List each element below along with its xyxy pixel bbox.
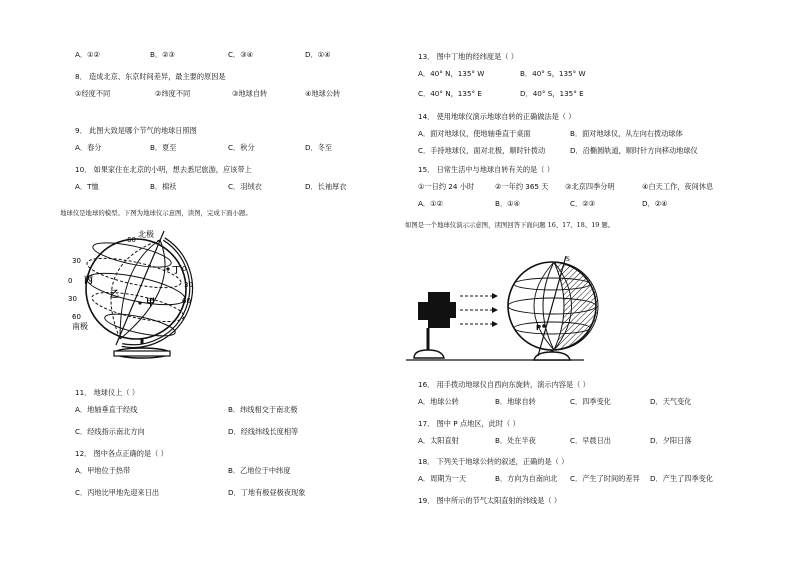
q15-item-3: ③北京四季分明 [565, 182, 615, 191]
q15-item-1: ①一日约 24 小时 [418, 182, 475, 191]
q18-option-c[interactable]: C．产生了时间的差异 [570, 474, 640, 483]
q7-option-d[interactable]: D．①④ [305, 50, 331, 59]
q11-option-d[interactable]: D．经线纬线长度相等 [228, 427, 299, 436]
lamp-globe-figure [404, 256, 619, 370]
point-yi: 乙 [110, 290, 120, 300]
lat-label: 0 [68, 277, 73, 285]
q15-option-d[interactable]: D．②④ [642, 199, 668, 208]
q12-option-d[interactable]: D．丁地有极昼极夜现象 [228, 488, 306, 497]
lamp-label: S [566, 256, 570, 263]
point-bing: 丙 [84, 276, 94, 286]
q17-option-b[interactable]: B．处在半夜 [495, 436, 536, 445]
q12-option-a[interactable]: A．甲地位于热带 [75, 466, 131, 475]
q7-option-a[interactable]: A．①② [75, 50, 100, 59]
lat-label: 30 [184, 281, 193, 289]
q16-stem: 16． 用手拨动地球仪自西向东旋转，演示内容是（ ） [418, 380, 590, 389]
q18-option-a[interactable]: A．周期为一天 [418, 474, 467, 483]
q13-option-a[interactable]: A．40° N，135° W [418, 69, 485, 78]
q7-option-b[interactable]: B．②③ [150, 50, 176, 59]
q13-stem: 13． 图中丁地的经纬度是（ ） [418, 52, 518, 61]
q15-option-b[interactable]: B．①④ [495, 199, 521, 208]
q9-option-c[interactable]: C．秋分 [228, 143, 255, 152]
q18-option-b[interactable]: B．方向为自南向北 [495, 474, 558, 483]
q12-stem: 12． 图中各点正确的是（ ） [75, 449, 168, 458]
lat-label: 60 [182, 297, 191, 305]
q10-option-c[interactable]: C．羽绒衣 [228, 182, 262, 191]
q15-option-a[interactable]: A．①② [418, 199, 443, 208]
q15-stem: 15． 日常生活中与地球自转有关的是（ ） [418, 165, 554, 174]
q11-option-b[interactable]: B．纬线相交于南北极 [228, 405, 298, 414]
q13-option-b[interactable]: B．40° S，135° W [520, 69, 586, 78]
q13-option-c[interactable]: C．40° N，135° E [418, 89, 482, 98]
q15-item-4: ④白天工作，夜间休息 [642, 182, 714, 191]
q17-option-d[interactable]: D．夕阳日落 [650, 436, 692, 445]
q9-option-a[interactable]: A．春分 [75, 143, 102, 152]
q10-option-a[interactable]: A．T恤 [75, 182, 99, 191]
lat-label: 30 [72, 257, 81, 265]
q12-option-b[interactable]: B．乙地位于中纬度 [228, 466, 291, 475]
q9-option-d[interactable]: D．冬至 [305, 143, 333, 152]
q11-stem: 11． 地球仪上（ ） [75, 388, 140, 397]
q15-item-2: ②一年约 365 天 [495, 182, 549, 191]
q17-stem: 17． 图中 P 点地区，此时（ ） [418, 419, 520, 428]
q17-option-c[interactable]: C．早晨日出 [570, 436, 611, 445]
q16-option-d[interactable]: D．天气变化 [650, 397, 692, 406]
lat-label: 30 [68, 295, 77, 303]
lat-label: 60 [127, 236, 136, 244]
q8-option-1[interactable]: ①经度不同 [75, 89, 111, 98]
q14-stem: 14． 使用地球仪演示地球自转的正确做法是（ ） [418, 112, 576, 121]
q14-option-b[interactable]: B．面对地球仪，从左向右拨动球体 [570, 129, 683, 138]
q8-stem: 8． 造成北京、东京时间差异，最主要的原因是 [75, 72, 226, 81]
lamp-globe-intro: 如图是一个地球仪演示示意图，读图回答下面问题 16、17、18、19 题。 [405, 221, 615, 229]
q14-option-a[interactable]: A．面对地球仪，使地轴垂直于桌面 [418, 129, 531, 138]
q7-option-c[interactable]: C．③④ [228, 50, 254, 59]
q18-stem: 18． 下列关于地球公转的叙述，正确的是（ ） [418, 457, 569, 466]
lat-label: 60 [72, 313, 81, 321]
q14-option-c[interactable]: C．手持地球仪，面对北极，顺时针拨动 [418, 146, 546, 155]
q9-option-b[interactable]: B．夏至 [150, 143, 177, 152]
q15-option-c[interactable]: C．②③ [570, 199, 596, 208]
q13-option-d[interactable]: D．40° S，135° E [520, 89, 584, 98]
q10-option-d[interactable]: D．长袖厚衣 [305, 182, 347, 191]
q11-option-a[interactable]: A．地轴垂直于经线 [75, 405, 138, 414]
q16-option-b[interactable]: B．地球自转 [495, 397, 536, 406]
q19-stem: 19． 图中所示的节气太阳直射的纬线是（ ） [418, 496, 562, 505]
q8-option-3[interactable]: ③地球自转 [232, 89, 268, 98]
globe-figure [60, 225, 220, 365]
point-ding: 丁 [172, 266, 182, 276]
q10-option-b[interactable]: B．棉袄 [150, 182, 177, 191]
q11-option-c[interactable]: C．经线指示南北方向 [75, 427, 145, 436]
q10-stem: 10． 如果家住在北京的小明，想去悉尼旅游，应该带上 [75, 165, 252, 174]
q17-option-a[interactable]: A．太阳直射 [418, 436, 459, 445]
q16-option-c[interactable]: C．四季变化 [570, 397, 611, 406]
south-pole-label: 南极 [72, 322, 88, 331]
globe-intro: 地球仪是地球的模型。下图为地球仪示意图，读图，完成下面小题。 [60, 209, 252, 217]
q16-option-a[interactable]: A．地球公转 [418, 397, 459, 406]
point-jia: 甲 [146, 298, 156, 308]
q8-option-4[interactable]: ④地球公转 [305, 89, 341, 98]
q8-option-2[interactable]: ②纬度不同 [155, 89, 191, 98]
q14-option-d[interactable]: D．沿椭圆轨道，顺时针方向移动地球仪 [570, 146, 698, 155]
q18-option-d[interactable]: D．产生了四季变化 [650, 474, 714, 483]
lat-label: 0 [182, 265, 187, 273]
q12-option-c[interactable]: C．丙地比甲地先迎来日出 [75, 488, 160, 497]
north-pole-label: 北极 [138, 230, 154, 239]
globe-point-p: P [536, 324, 542, 332]
q9-stem: 9． 此图大致是哪个节气的地球日照图 [75, 126, 197, 135]
